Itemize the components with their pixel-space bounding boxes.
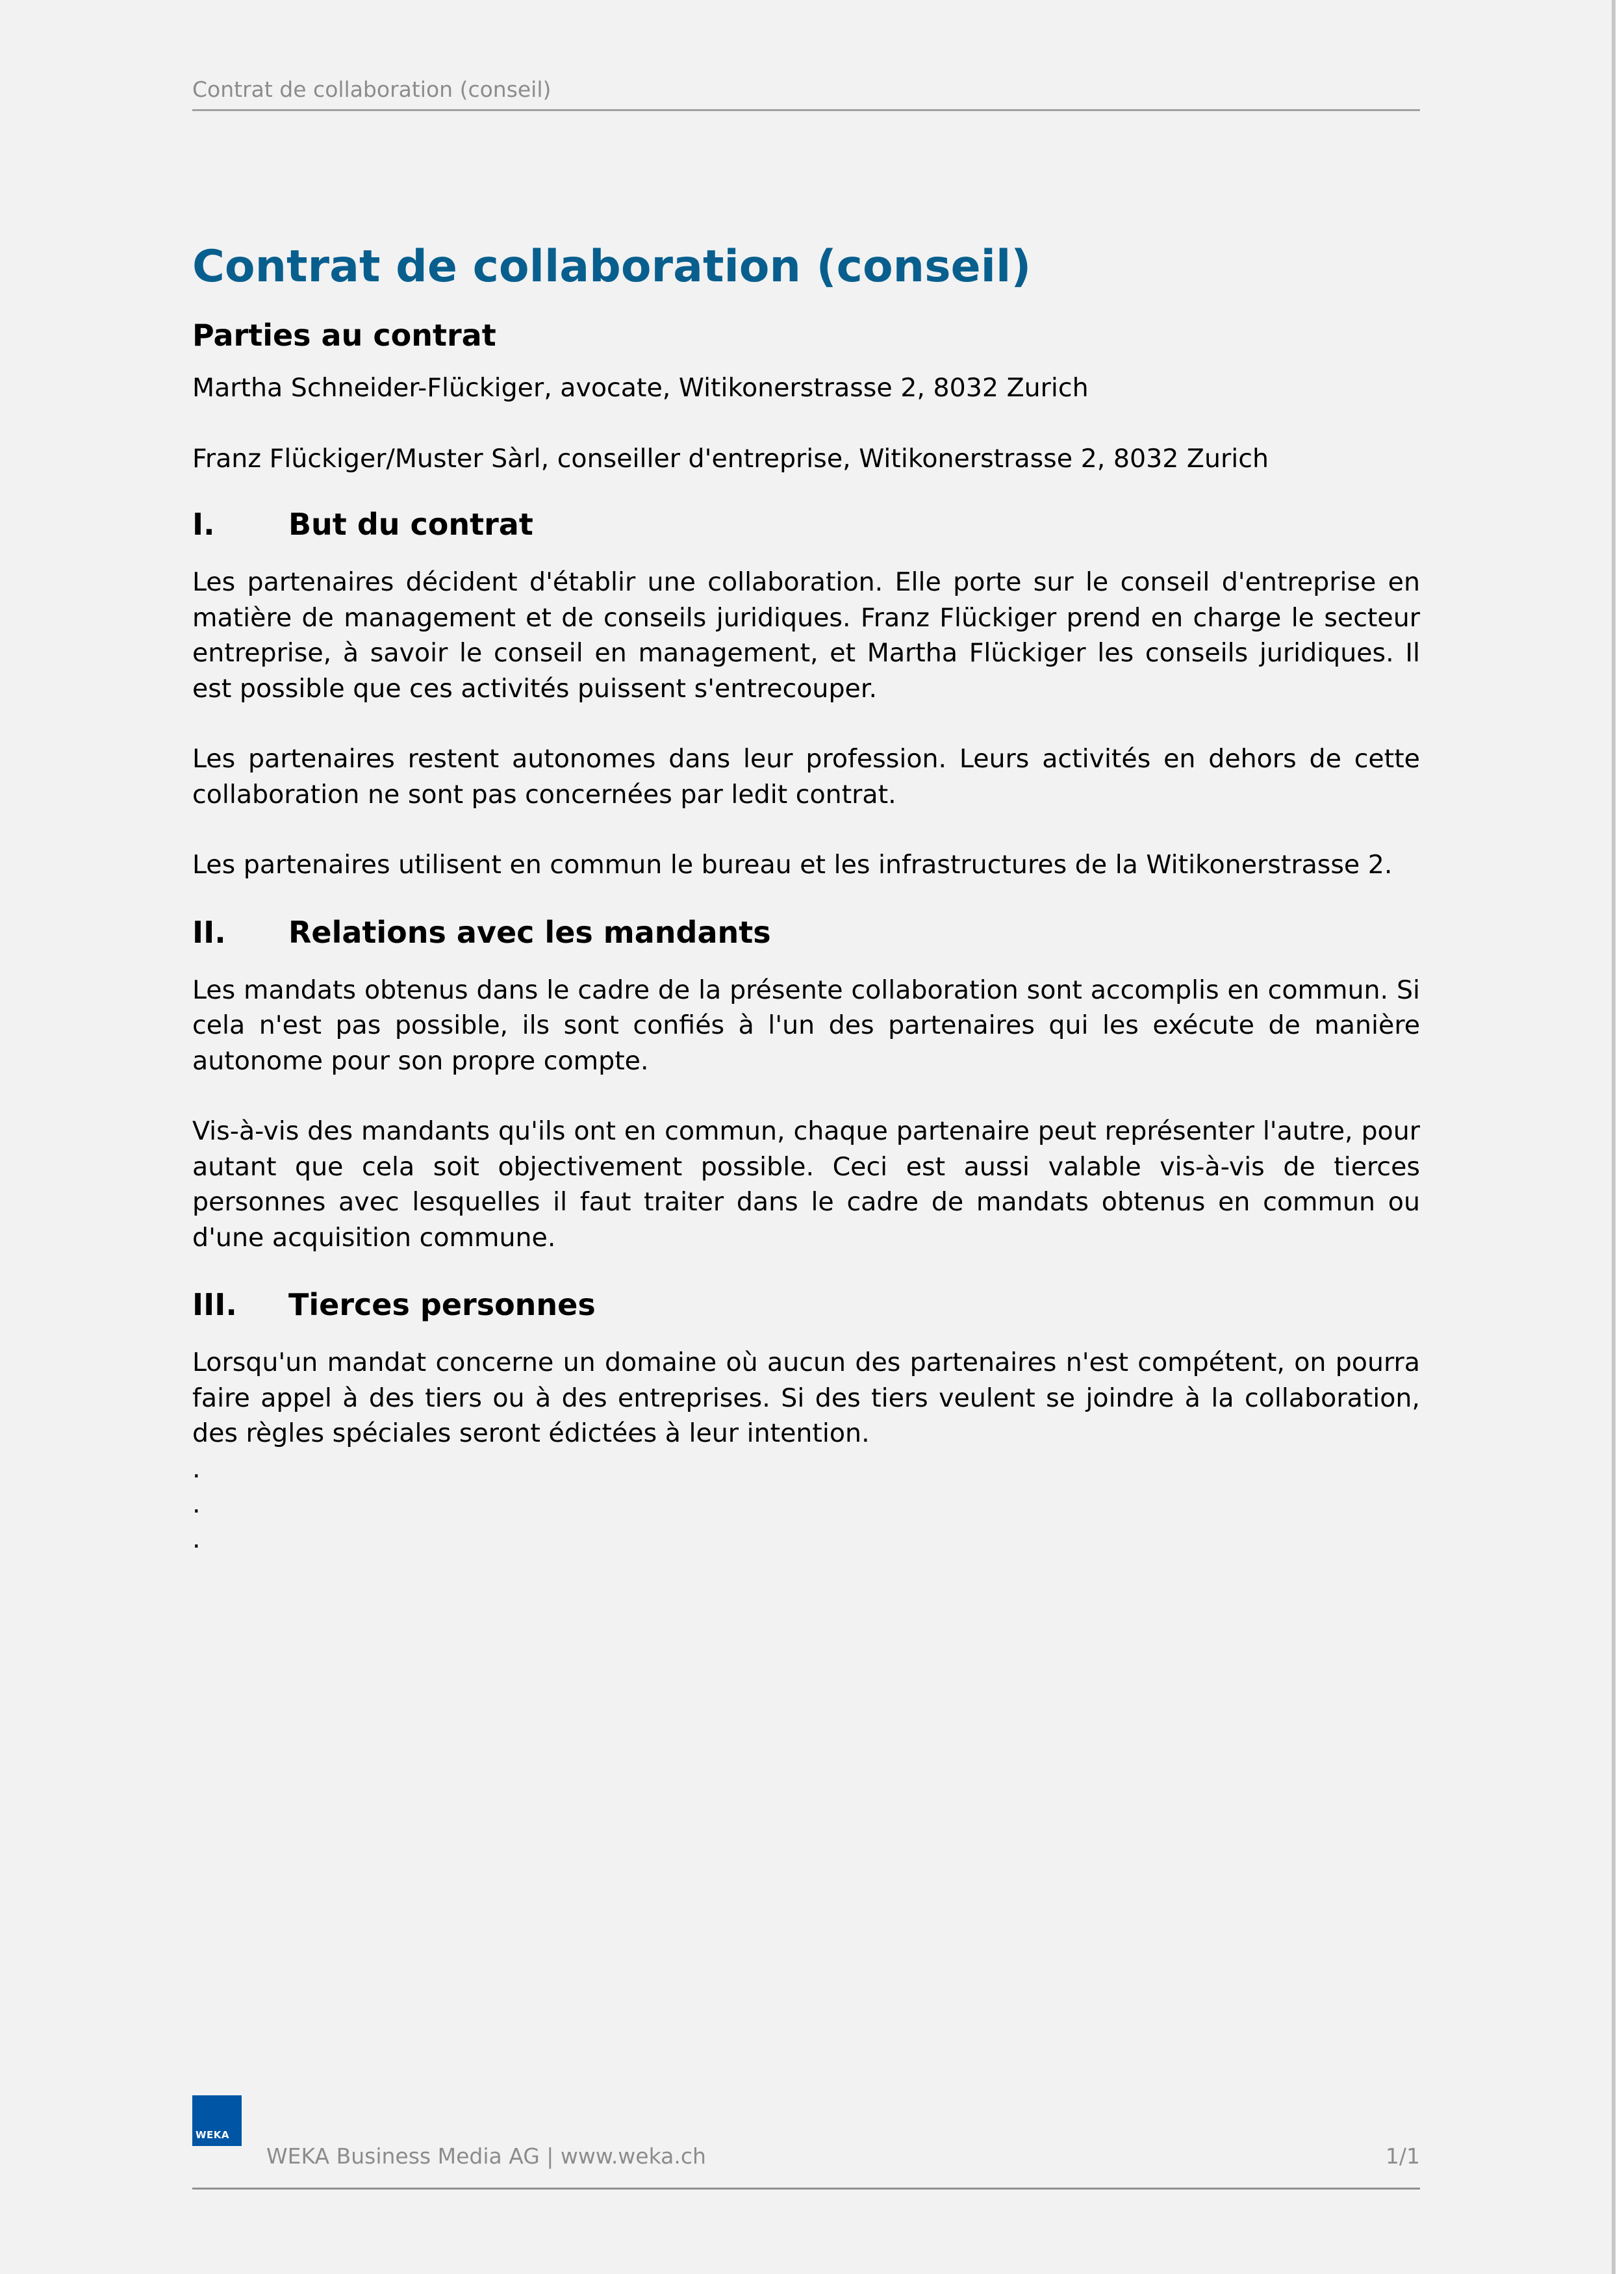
paragraph: Les partenaires décident d'établir une collaboration. Elle porte sur le conseil d'entreprise en matière de management et de conseils juridiques. Franz Flückiger prend en charge le secteur entreprise, à savoir le conseil en management, et Martha Flückiger les conseils juridiques. Il est possible que ces activités puissent s'entrecouper.: [192, 567, 1420, 704]
footer-rule: [192, 2188, 1420, 2190]
section-heading-1: [192, 505, 1420, 544]
section-title: But du contrat: [288, 507, 533, 542]
page-edge-margin: [1616, 0, 1624, 2274]
paragraph: Les mandats obtenus dans le cadre de la présente collaboration sont accomplis en commun. Si cela n'est pas possible, ils sont confiés à l'un des partenaires qui les exécute de manière autonome pour son propre compte.: [192, 975, 1420, 1076]
document-body: [192, 238, 1420, 1557]
paragraph: Les partenaires restent autonomes dans leur profession. Leurs activités en dehors de cette collaboration ne sont pas concernées par ledit contrat.: [192, 744, 1420, 810]
ellipsis-dot: .: [192, 1453, 201, 1484]
paragraph: Les partenaires utilisent en commun le bureau et les infrastructures de la Witikonerstrasse 2.: [192, 850, 1393, 880]
section-heading-3: [192, 1285, 1420, 1324]
party-item: Franz Flückiger/Muster Sàrl, conseiller d'entreprise, Witikonerstrasse 2, 8032 Zurich: [192, 443, 1269, 474]
section-number: I.: [192, 507, 215, 542]
section-heading-2: [192, 913, 1420, 952]
ellipsis-dot: .: [192, 1488, 201, 1519]
paragraph: Lorsqu'un mandat concerne un domaine où aucun des partenaires n'est compétent, on pourra faire appel à des tiers ou à des entreprises. Si des tiers veulent se joindre à la collaboration, des règles spéciales seront édictées à leur intention.: [192, 1348, 1420, 1448]
weka-logo-text: WEKA: [196, 2129, 230, 2141]
parties-heading: [192, 316, 1420, 355]
party-item: Martha Schneider-Flückiger, avocate, Witikonerstrasse 2, 8032 Zurich: [192, 373, 1089, 403]
section-number: II.: [192, 914, 226, 950]
header-rule: [192, 109, 1420, 111]
parties-heading-label: Parties au contrat: [192, 318, 496, 353]
section-title: Tierces personnes: [288, 1287, 596, 1322]
section-title: Relations avec les mandants: [288, 914, 771, 950]
paragraph: Vis-à-vis des mandants qu'ils ont en commun, chaque partenaire peut représenter l'autre, pour autant que cela soit objectivement possible. Ceci est aussi valable vis-à-vis de tierces personnes avec lesquelles il faut traiter dans le cadre de mandats obtenus en commun ou d'une acquisition commune.: [192, 1116, 1420, 1253]
running-header: Contrat de collaboration (conseil): [192, 77, 552, 102]
footer-publisher: WEKA Business Media AG | www.weka.ch: [266, 2143, 706, 2169]
page-number: 1/1: [1385, 2143, 1420, 2169]
document-title: Contrat de collaboration (conseil): [192, 241, 1032, 292]
weka-logo: [192, 2095, 242, 2146]
ellipsis-dot: .: [192, 1524, 201, 1554]
section-number: III.: [192, 1287, 237, 1322]
